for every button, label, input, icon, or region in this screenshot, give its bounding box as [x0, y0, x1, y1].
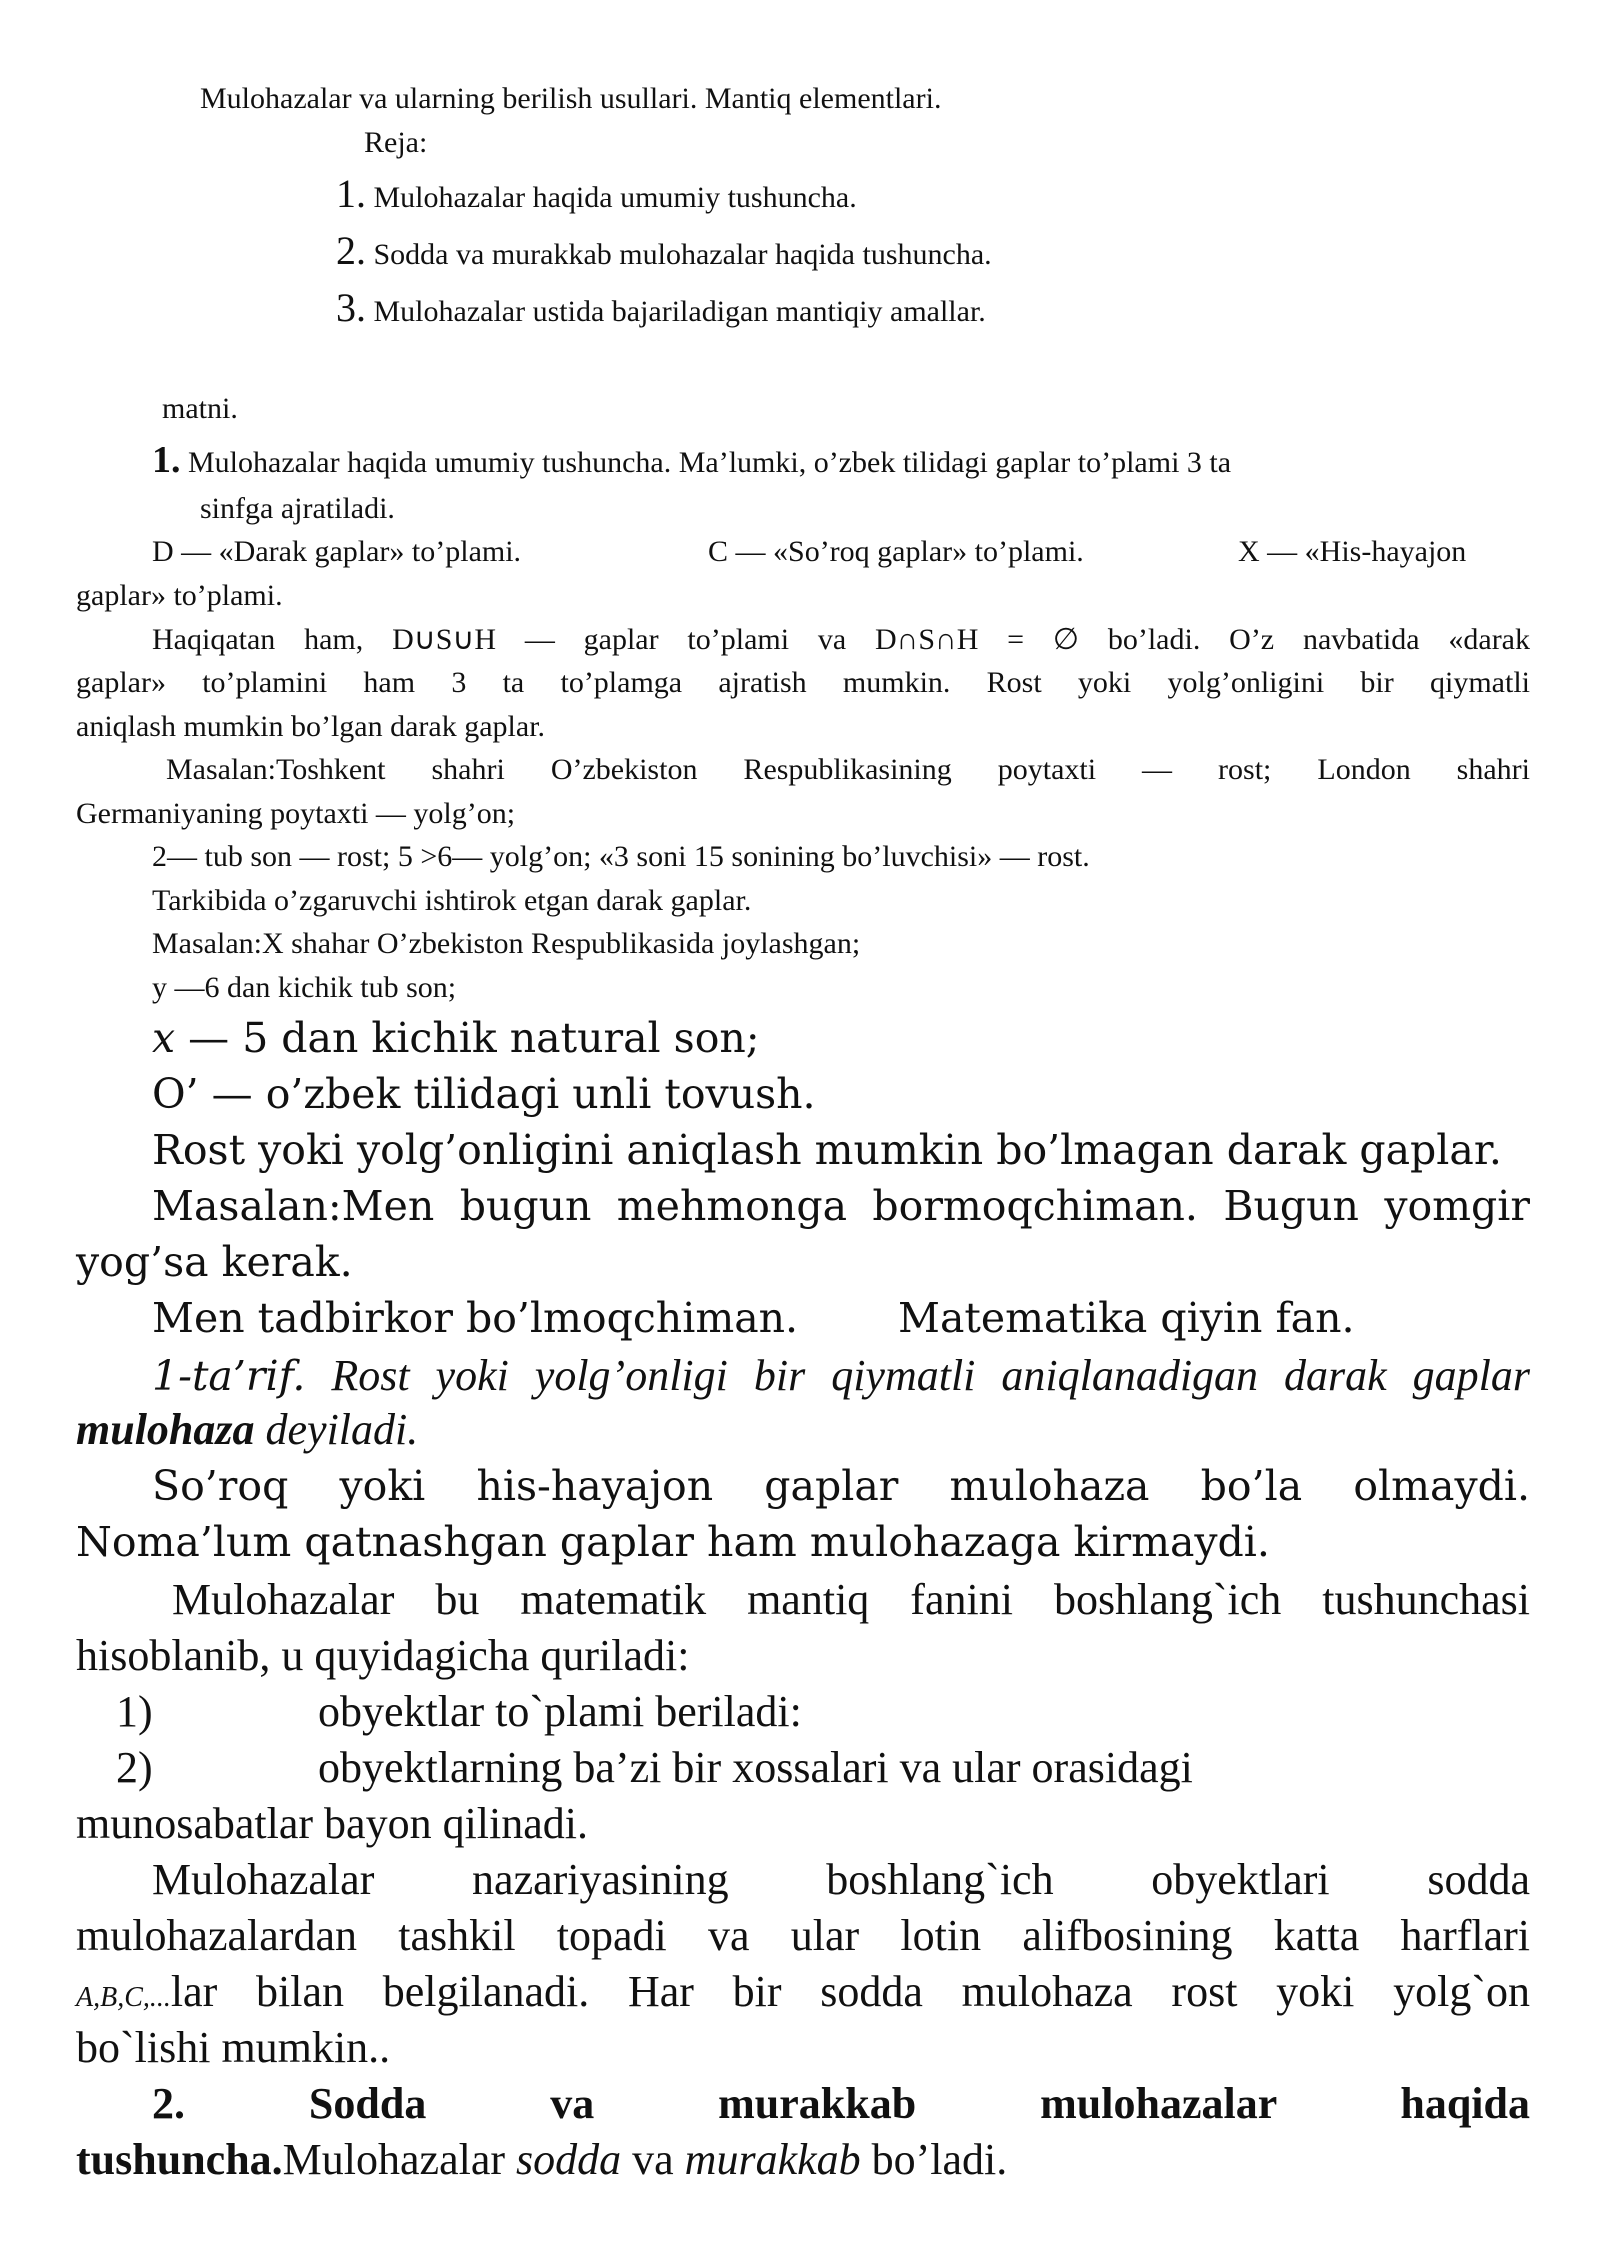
- plan-item-number: 2.: [336, 228, 366, 273]
- section-1-line: [152, 438, 1231, 482]
- paragraph-line: So’roq yoki his-hayajon gaplar mulohaza bo’la olmaydi.: [152, 1462, 1530, 1510]
- term-murakkab: murakkab: [684, 2135, 861, 2184]
- section-1-text: Mulohazalar haqida umumiy tushuncha. Ma’lumki, o’zbek tilidagi gaplar to’plami 3 ta: [188, 446, 1232, 479]
- plan-item: [336, 227, 992, 274]
- big-line: Matematika qiyin fan.: [898, 1294, 1355, 1342]
- section-2-text: Mulohazalar: [282, 2135, 517, 2184]
- definition-line: [76, 1404, 418, 1455]
- list-continuation: munosabatlar bayon qilinadi.: [76, 1799, 588, 1848]
- big-line-text: — 5 dan kichik natural son;: [175, 1014, 760, 1062]
- definition-term: mulohaza: [76, 1405, 255, 1454]
- paragraph-line: aniqlash mumkin bo’lgan darak gaplar.: [76, 710, 546, 743]
- paragraph-line: Haqiqatan ham, D∪S∪H — gaplar to’plami va D∩S∩H = ∅ bo’ladi. O’z navbatida «darak: [152, 623, 1530, 656]
- big-line: Rost yoki yolg’onligini aniqlash mumkin bo’lmagan darak gaplar.: [152, 1126, 1502, 1174]
- paragraph-line: 2— tub son — rost; 5 >6— yolg’on; «3 soni 15 sonining bo’luvchisi» — rost.: [152, 840, 1090, 873]
- list-item-text: obyektlarning ba’zi bir xossalari va ular orasidagi: [318, 1743, 1193, 1792]
- paragraph-text: lar bilan belgilanadi. Har bir sodda mulohaza rost yoki yolg`on: [170, 1967, 1530, 2016]
- plan-item: [336, 170, 857, 217]
- matni-label: matni.: [162, 392, 238, 425]
- plan-item-number: 1.: [336, 171, 366, 216]
- section-2-line: [76, 2134, 1007, 2185]
- paragraph-line: Tarkibida o’zgaruvchi ishtirok etgan darak gaplar.: [152, 884, 752, 917]
- plan-item-text: Mulohazalar ustida bajariladigan mantiqiy amallar.: [373, 295, 986, 328]
- section-2-heading-end: tushuncha.: [76, 2135, 283, 2184]
- definition-line: [152, 1350, 1530, 1401]
- definition-text: Rost yoki yolg’onligi bir qiymatli aniqlanadigan darak gaplar: [305, 1351, 1530, 1400]
- paragraph-line: Masalan:Toshkent shahri O’zbekiston Respublikasining poytaxti — rost; London shahri: [166, 753, 1530, 786]
- list-item-text: obyektlar to`plami beriladi:: [318, 1687, 802, 1736]
- definition-text: deyiladi.: [254, 1405, 419, 1454]
- definition-prefix: 1-ta’rif.: [152, 1352, 306, 1400]
- plan-item-number: 3.: [336, 285, 366, 330]
- paragraph-line: Noma’lum qatnashgan gaplar ham mulohazaga kirmaydi.: [76, 1518, 1270, 1566]
- section-1-number: 1.: [152, 439, 181, 481]
- list-item-number: 2): [116, 1743, 153, 1792]
- set-x: X — «His-hayajon: [1238, 535, 1467, 568]
- section-2-heading: 2. Sodda va murakkab mulohazalar haqida: [152, 2079, 1530, 2128]
- section-1-continuation: sinfga ajratiladi.: [200, 492, 395, 525]
- paragraph-line: hisoblanib, u quyidagicha quriladi:: [76, 1631, 690, 1680]
- section-2-text: va: [621, 2135, 685, 2184]
- plan-label: Reja:: [364, 126, 428, 159]
- big-line: Men tadbirkor bo’lmoqchiman.: [152, 1294, 799, 1342]
- term-sodda: sodda: [516, 2135, 622, 2184]
- paragraph-line: y —6 dan kichik tub son;: [152, 971, 457, 1004]
- latin-letters: A,B,C,...: [76, 1982, 171, 2013]
- variable-x: x: [152, 1014, 176, 1062]
- doc-title: Mulohazalar va ularning berilish usullari. Mantiq elementlari.: [200, 82, 942, 115]
- set-c: C — «So’roq gaplar» to’plami.: [708, 535, 1084, 568]
- paragraph-line: [76, 1966, 1530, 2017]
- plan-item-text: Mulohazalar haqida umumiy tushuncha.: [373, 181, 857, 214]
- paragraph-line: Masalan:X shahar O’zbekiston Respublikasida joylashgan;: [152, 927, 861, 960]
- paragraph-line: bo`lishi mumkin..: [76, 2023, 391, 2072]
- big-line: Masalan:Men bugun mehmonga bormoqchiman. Bugun yomgir: [152, 1182, 1530, 1230]
- sets-continuation: gaplar» to’plami.: [76, 579, 283, 612]
- paragraph-line: Mulohazalar nazariyasining boshlang`ich obyektlari sodda: [152, 1855, 1530, 1904]
- list-item-number: 1): [116, 1687, 153, 1736]
- paragraph-line: mulohazalardan tashkil topadi va ular lotin alifbosining katta harflari: [76, 1911, 1530, 1960]
- paragraph-line: Germaniyaning poytaxti — yolg’on;: [76, 797, 516, 830]
- big-line: O’ — o’zbek tilidagi unli tovush.: [152, 1070, 816, 1118]
- paragraph-line: Mulohazalar bu matematik mantiq fanini boshlang`ich tushunchasi: [172, 1575, 1530, 1624]
- big-line-x: [152, 1014, 760, 1062]
- set-d: D — «Darak gaplar» to’plami.: [152, 535, 522, 568]
- section-2-text: bo’ladi.: [860, 2135, 1008, 2184]
- paragraph-line: gaplar» to’plamini ham 3 ta to’plamga ajratish mumkin. Rost yoki yolg’onligini bir qiymatli: [76, 666, 1530, 699]
- big-line: yog’sa kerak.: [76, 1238, 353, 1286]
- plan-item: [336, 284, 986, 331]
- plan-item-text: Sodda va murakkab mulohazalar haqida tushuncha.: [373, 238, 992, 271]
